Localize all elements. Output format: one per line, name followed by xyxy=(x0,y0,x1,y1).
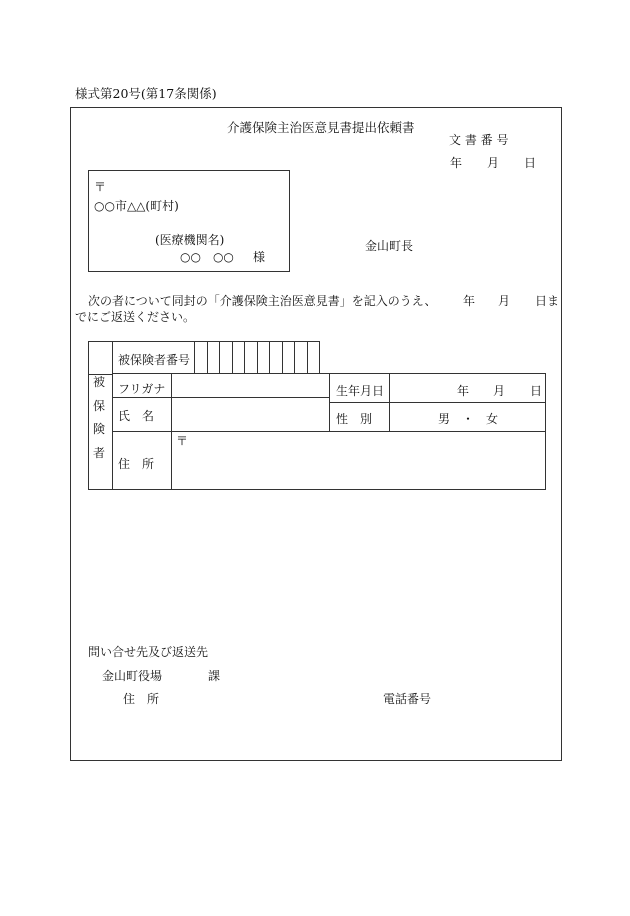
request-month: 月 xyxy=(498,294,511,308)
number-cell-rule xyxy=(282,341,283,374)
contact-phone-label: 電話番号 xyxy=(383,692,432,706)
number-cell-rule xyxy=(194,341,195,374)
contact-heading: 問い合せ先及び返送先 xyxy=(88,645,209,659)
recipient-address: ○○市△△(町村) xyxy=(94,199,179,213)
table-rule xyxy=(112,397,330,398)
address-label: 住 所 xyxy=(118,457,155,471)
table-rule xyxy=(389,373,390,432)
number-cell-rule xyxy=(207,341,208,374)
request-year: 年 xyxy=(463,294,476,308)
request-text-line1: 次の者について同封の「介護保険主治医意見書」を記入のうえ、 xyxy=(88,294,437,308)
insured-side-char: 保 xyxy=(93,399,106,413)
number-cell-rule xyxy=(257,341,258,374)
birth-day-unit: 日 xyxy=(530,384,543,398)
table-rule xyxy=(88,489,546,490)
insured-side-char: 被 xyxy=(93,375,106,389)
gender-options: 男 ・ 女 xyxy=(438,412,499,426)
address-postal-mark: 〒 xyxy=(176,434,189,448)
contact-address-label: 住 所 xyxy=(123,692,160,706)
recipient-name: ○○ ○○ xyxy=(180,250,234,264)
table-rule xyxy=(88,341,89,490)
recipient-institution-label: (医療機関名) xyxy=(155,233,225,247)
date-month: 月 xyxy=(487,156,500,170)
table-rule xyxy=(329,373,330,432)
table-rule xyxy=(88,341,319,342)
furigana-label: フリガナ xyxy=(118,382,166,396)
table-rule xyxy=(330,402,546,403)
number-cell-rule xyxy=(319,341,320,374)
recipient-honorific: 様 xyxy=(253,250,266,264)
insured-side-char: 者 xyxy=(93,446,106,460)
form-label: 様式第20号(第17条関係) xyxy=(75,86,217,101)
number-cell-rule xyxy=(269,341,270,374)
request-day-until: 日ま xyxy=(535,294,560,308)
document-title: 介護保険主治医意見書提出依頼書 xyxy=(227,120,415,135)
gender-label: 性 別 xyxy=(336,412,373,426)
sender-name: 金山町長 xyxy=(365,239,414,253)
number-cell-rule xyxy=(294,341,295,374)
number-cell-rule xyxy=(244,341,245,374)
date-day: 日 xyxy=(524,156,537,170)
contact-office: 金山町役場 xyxy=(102,669,163,683)
name-label: 氏 名 xyxy=(118,409,155,423)
table-rule xyxy=(545,373,546,490)
number-cell-rule xyxy=(232,341,233,374)
document-number-label: 文 書 番 号 xyxy=(449,133,509,147)
contact-section-unit: 課 xyxy=(208,669,221,683)
number-cell-rule xyxy=(307,341,308,374)
table-rule xyxy=(171,373,172,490)
insured-number-label: 被保険者番号 xyxy=(118,353,191,367)
birth-month-unit: 月 xyxy=(493,384,506,398)
date-year: 年 xyxy=(450,156,463,170)
birth-date-label: 生年月日 xyxy=(336,384,385,398)
request-text-line2: でにご返送ください。 xyxy=(75,310,196,324)
table-rule xyxy=(112,341,113,490)
birth-year-unit: 年 xyxy=(457,384,470,398)
number-cell-rule xyxy=(219,341,220,374)
recipient-postal-mark: 〒 xyxy=(94,180,107,194)
insured-side-char: 険 xyxy=(93,422,106,436)
